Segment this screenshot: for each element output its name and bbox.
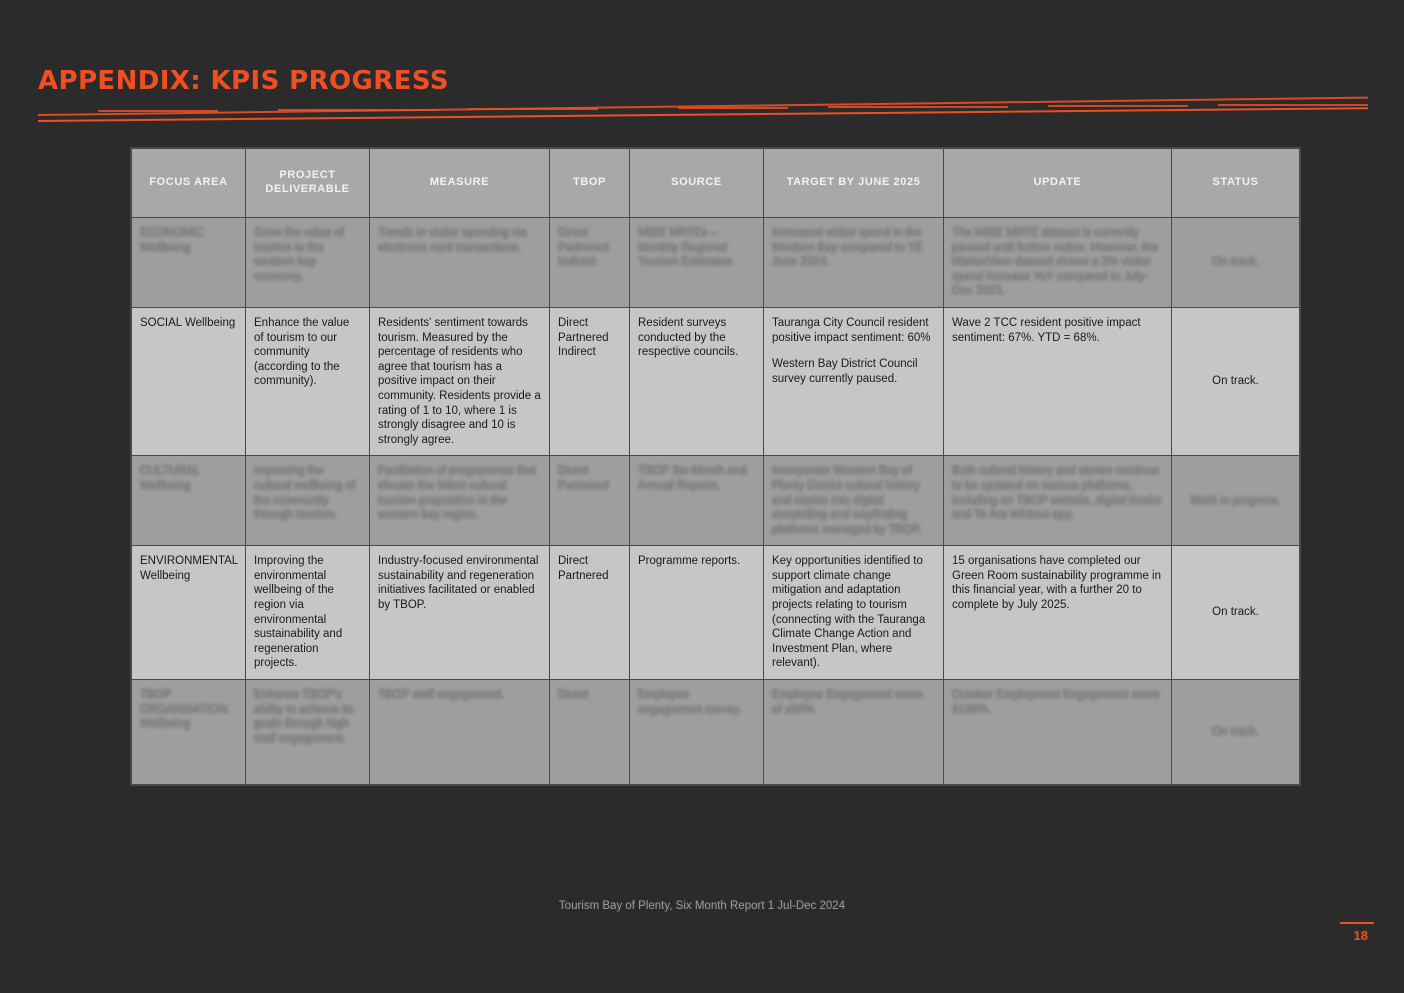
- table-row: [132, 456, 1300, 546]
- cell-project-deliverable: Improving the cultural wellbeing of the community through tourism.: [246, 456, 370, 546]
- cell-measure: Facilitation of programmes that elevate the Māori cultural tourism proposition in the western bay region.: [370, 456, 550, 546]
- cell-focus-area: SOCIAL Wellbeing: [132, 307, 246, 455]
- rule-seg-1: [98, 110, 218, 112]
- column-header-target: TARGET BY JUNE 2025: [764, 149, 944, 218]
- footer-text: Tourism Bay of Plenty, Six Month Report 1 Jul-Dec 2024: [558, 900, 846, 912]
- cell-update: October Employment Engagement score 6138%.: [944, 680, 1172, 785]
- table-row: [132, 307, 1300, 455]
- column-header-focus-area: FOCUS AREA: [132, 149, 246, 218]
- cell-measure: TBOP staff engagement.: [370, 680, 550, 785]
- cell-target: Key opportunities identified to support climate change mitigation and adaptation projects relating to tourism (connecting with the Tauranga Climate Change Action and Investment Plan, where relevant).: [764, 546, 944, 680]
- status-badge: On track.: [1172, 218, 1300, 308]
- cell-source: MBIE MRTEs – Monthly Regional Tourism Estimates: [630, 218, 764, 308]
- cell-target: [764, 307, 944, 455]
- cell-source: Employee engagement survey.: [630, 680, 764, 785]
- rule-line-1: [38, 107, 1368, 122]
- cell-target: Incorporate Western Bay of Plenty District cultural history and stories into digital storytelling and wayfinding platforms managed by TBOP.: [764, 456, 944, 546]
- rule-seg-5: [828, 106, 1008, 108]
- cell-update: Wave 2 TCC resident positive impact sentiment: 67%. YTD = 68%.: [944, 307, 1172, 455]
- cell-target: Increased visitor spend in the Western Bay compared to YE June 2024.: [764, 218, 944, 308]
- cell-tbop: Direct Partnered: [550, 546, 630, 680]
- page-number: 18: [1353, 928, 1368, 943]
- cell-focus-area: ECONOMIC Wellbeing: [132, 218, 246, 308]
- cell-update: 15 organisations have completed our Green Room sustainability programme in this financial year, with a further 20 to complete by July 2025.: [944, 546, 1172, 680]
- cell-update: The MBIE MRTE dataset is currently paused until further notice. However, the MarketView dataset shows a 3% visitor spend increase YoY compared to July-Dec 2023.: [944, 218, 1172, 308]
- rule-seg-6: [1048, 105, 1188, 107]
- cell-measure: Industry-focused environmental sustainability and regeneration initiatives facilitated or enabled by TBOP.: [370, 546, 550, 680]
- decorative-rules: [38, 104, 1368, 128]
- column-header-source: SOURCE: [630, 149, 764, 218]
- table-row: [132, 680, 1300, 785]
- rule-seg-4: [678, 107, 788, 109]
- cell-target: Employee Engagement score of ≥80%.: [764, 680, 944, 785]
- table-header-row: [132, 149, 1300, 218]
- cell-project-deliverable: Grow the value of tourism to the western bay economy.: [246, 218, 370, 308]
- table-row: [132, 546, 1300, 680]
- cell-measure: Residents' sentiment towards tourism. Measured by the percentage of residents who agree that tourism has a positive impact on their community. Residents provide a rating of 1 to 10, where 1 is strongly disagree and 10 is strongly agree.: [370, 307, 550, 455]
- cell-tbop: Direct Partnered Indirect: [550, 307, 630, 455]
- rule-seg-7: [1218, 104, 1368, 106]
- page-number-rule: [1340, 922, 1374, 924]
- column-header-measure: MEASURE: [370, 149, 550, 218]
- rule-seg-2: [278, 109, 438, 111]
- cell-source: Resident surveys conducted by the respective councils.: [630, 307, 764, 455]
- kpi-progress-table: [131, 148, 1300, 785]
- cell-project-deliverable: Enhance the value of tourism to our community (according to the community).: [246, 307, 370, 455]
- rule-seg-3: [468, 108, 598, 110]
- cell-focus-area: ENVIRONMENTAL Wellbeing: [132, 546, 246, 680]
- status-badge: On track.: [1172, 546, 1300, 680]
- cell-tbop: Direct: [550, 680, 630, 785]
- column-header-update: UPDATE: [944, 149, 1172, 218]
- cell-focus-area: TBOP ORGANISATION Wellbeing: [132, 680, 246, 785]
- cell-target-line: Tauranga City Council resident positive impact sentiment: 60%: [772, 316, 931, 344]
- cell-source: Programme reports.: [630, 546, 764, 680]
- cell-update: Both cultural history and stories continue to be updated on various platforms, including on TBOP website, digital kiosks and Te Ara Whānui app.: [944, 456, 1172, 546]
- status-badge: On track.: [1172, 680, 1300, 785]
- cell-focus-area: CULTURAL Wellbeing: [132, 456, 246, 546]
- cell-measure: Trends in visitor spending via electronic card transactions.: [370, 218, 550, 308]
- column-header-project-deliverable: PROJECT DELIVERABLE: [246, 149, 370, 218]
- cell-target-line: Western Bay District Council survey currently paused.: [772, 358, 918, 385]
- column-header-tbop: TBOP: [550, 149, 630, 218]
- page-title: APPENDIX: KPIS PROGRESS: [38, 66, 449, 96]
- status-badge: On track.: [1172, 307, 1300, 455]
- table-row: [132, 218, 1300, 308]
- cell-project-deliverable: Improving the environmental wellbeing of the region via environmental sustainability and regeneration projects.: [246, 546, 370, 680]
- cell-tbop: Direct Partnered Indirect: [550, 218, 630, 308]
- status-badge: Work in progress.: [1172, 456, 1300, 546]
- cell-tbop: Direct Partnered: [550, 456, 630, 546]
- cell-project-deliverable: Enhance TBOP's ability to achieve its goals through high staff engagement.: [246, 680, 370, 785]
- column-header-status: STATUS: [1172, 149, 1300, 218]
- cell-source: TBOP Six-Month and Annual Reports.: [630, 456, 764, 546]
